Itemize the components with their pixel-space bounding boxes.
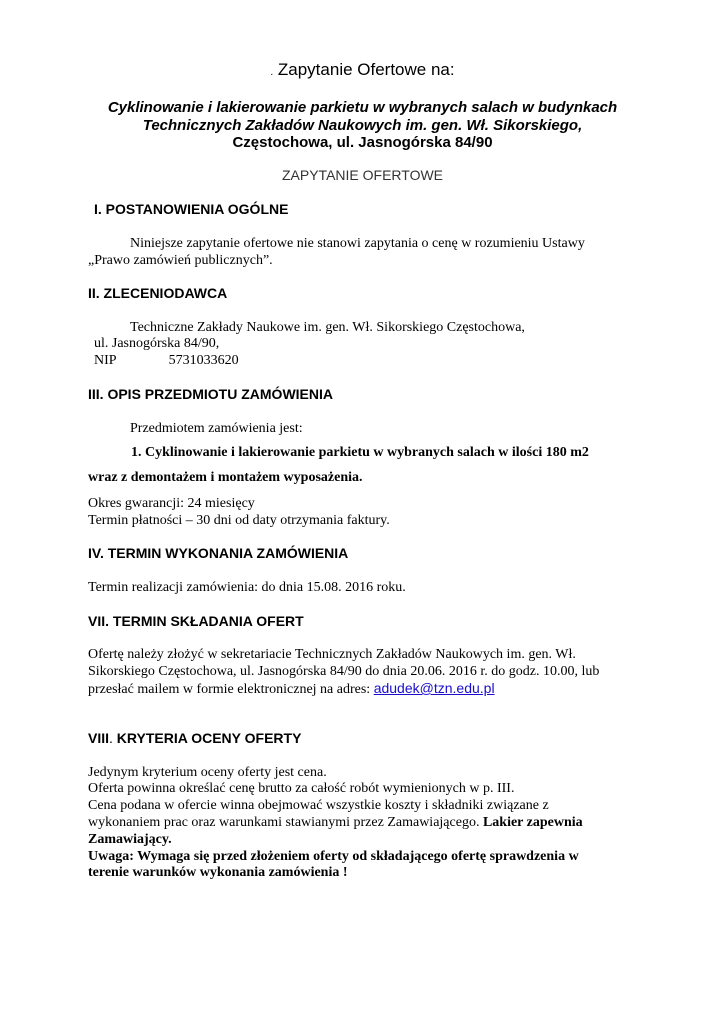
section-8-line-5: Zamawiający. bbox=[88, 832, 172, 847]
section-7-line-2: Sikorskiego Częstochowa, ul. Jasnogórska 84/90 do dnia 20.06. 2016 r. do godz. 10.00, lub bbox=[88, 664, 600, 679]
section-8-line-6: Uwaga: Wymaga się przed złożeniem oferty od składającego ofertę sprawdzenia w bbox=[88, 849, 579, 864]
section-8-line-4 bbox=[88, 815, 583, 831]
section-8-line-4-normal: wykonaniem prac oraz warunkami stawianymi przez Zamawiającego. bbox=[88, 815, 483, 830]
section-8-line-4-bold: Lakier zapewnia bbox=[482, 815, 583, 830]
section-7-line-3-text: przesłać mailem w formie elektronicznej na adres: bbox=[88, 682, 374, 697]
section-7-line-3 bbox=[88, 680, 495, 698]
section-3-item-line-1: 1. Cyklinowanie i lakierowanie parkietu w wybranych salach w ilości 180 m2 bbox=[131, 445, 589, 460]
subtitle-line-2: Technicznych Zakładów Naukowych im. gen. Wł. Sikorskiego, bbox=[142, 117, 583, 134]
section-3-item-line-2: wraz z demontażem i montażem wyposażenia. bbox=[88, 470, 363, 485]
section-3-payment: Termin płatności – 30 dni od daty otrzymania faktury. bbox=[88, 513, 390, 528]
section-2-heading: II. ZLECENIODAWCA bbox=[88, 285, 228, 301]
main-heading: ZAPYTANIE OFERTOWE bbox=[281, 167, 444, 183]
title-text: Zapytanie Ofertowe na: bbox=[277, 60, 455, 79]
section-4-heading: IV. TERMIN WYKONANIA ZAMÓWIENIA bbox=[88, 545, 349, 561]
section-3-heading: III. OPIS PRZEDMIOTU ZAMÓWIENIA bbox=[88, 386, 333, 402]
section-8-heading-rest: KRYTERIA OCENY OFERTY bbox=[112, 730, 302, 746]
section-8-heading bbox=[88, 730, 301, 746]
subtitle-line-3: Częstochowa, ul. Jasnogórska 84/90 bbox=[232, 134, 493, 151]
section-7-line-1: Ofertę należy złożyć w sekretariacie Technicznych Zakładów Naukowych im. gen. Wł. bbox=[88, 647, 576, 662]
section-1-line-2: „Prawo zamówień publicznych”. bbox=[88, 253, 273, 268]
nip-label: NIP bbox=[94, 353, 117, 368]
section-8-line-1: Jedynym kryterium oceny oferty jest cena. bbox=[88, 765, 327, 780]
section-2-line-2: ul. Jasnogórska 84/90, bbox=[94, 336, 220, 351]
section-8-heading-dot: . bbox=[109, 730, 113, 746]
nip-value: 5731033620 bbox=[168, 353, 239, 368]
title-dot: . bbox=[270, 67, 274, 78]
section-1-heading: I. POSTANOWIENIA OGÓLNE bbox=[94, 201, 289, 217]
section-8-heading-num: VIII bbox=[88, 730, 110, 746]
document-title bbox=[0, 60, 725, 80]
section-3-intro: Przedmiotem zamówienia jest: bbox=[130, 421, 303, 436]
section-3-warranty: Okres gwarancji: 24 miesięcy bbox=[88, 496, 255, 511]
section-7-heading: VII. TERMIN SKŁADANIA OFERT bbox=[88, 613, 304, 629]
subtitle-line-1: Cyklinowanie i lakierowanie parkietu w wybranych salach w budynkach bbox=[107, 99, 618, 116]
section-4-text: Termin realizacji zamówienia: do dnia 15.08. 2016 roku. bbox=[88, 580, 406, 595]
section-8-line-2: Oferta powinna określać cenę brutto za całość robót wymienionych w p. III. bbox=[88, 781, 515, 796]
section-2-line-1: Techniczne Zakłady Naukowe im. gen. Wł. Sikorskiego Częstochowa, bbox=[130, 320, 525, 335]
section-8-line-3: Cena podana w ofercie winna obejmować wszystkie koszty i składniki związane z bbox=[88, 798, 549, 813]
section-1-line-1: Niniejsze zapytanie ofertowe nie stanowi zapytania o cenę w rozumieniu Ustawy bbox=[130, 236, 585, 251]
email-link[interactable]: adudek@tzn.edu.pl bbox=[373, 680, 495, 696]
section-2-nip bbox=[94, 353, 239, 369]
section-8-line-7: terenie warunków wykonania zamówienia ! bbox=[88, 865, 348, 880]
